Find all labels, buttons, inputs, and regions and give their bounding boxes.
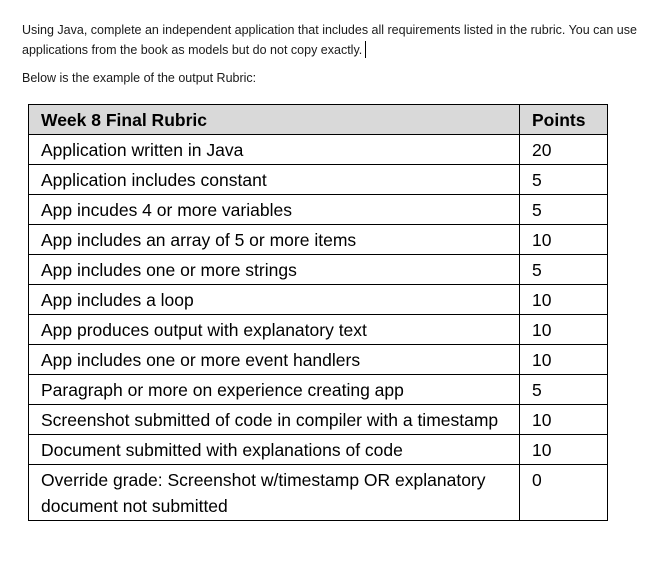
- points-cell: 10: [520, 225, 608, 255]
- points-cell: 20: [520, 135, 608, 165]
- criterion-cell: Screenshot submitted of code in compiler with a timestamp: [29, 405, 520, 435]
- criterion-cell: App incudes 4 or more variables: [29, 195, 520, 225]
- criterion-cell: App includes a loop: [29, 285, 520, 315]
- table-row: [29, 435, 608, 465]
- points-cell: 10: [520, 345, 608, 375]
- points-cell: 10: [520, 405, 608, 435]
- criterion-cell: App includes one or more strings: [29, 255, 520, 285]
- criterion-cell: App includes an array of 5 or more items: [29, 225, 520, 255]
- points-cell: 0: [520, 465, 608, 521]
- criterion-cell: App produces output with explanatory text: [29, 315, 520, 345]
- table-row: [29, 285, 608, 315]
- table-row: [29, 315, 608, 345]
- text-cursor: [365, 41, 366, 58]
- criterion-cell: Paragraph or more on experience creating app: [29, 375, 520, 405]
- rubric-table: [28, 104, 608, 521]
- rubric-title: Week 8 Final Rubric: [29, 105, 520, 135]
- points-cell: 5: [520, 375, 608, 405]
- table-row: [29, 405, 608, 435]
- rubric-header-row: [29, 105, 608, 135]
- points-header: Points: [520, 105, 608, 135]
- instructions-text: Using Java, complete an independent application that includes all requirements listed in the rubric. You can use applications from the book as models but do not copy exactly.: [22, 23, 637, 57]
- criterion-cell: Override grade: Screenshot w/timestamp OR explanatory document not submitted: [29, 465, 520, 521]
- criterion-cell: Application written in Java: [29, 135, 520, 165]
- table-row: [29, 135, 608, 165]
- criterion-cell: App includes one or more event handlers: [29, 345, 520, 375]
- table-row: [29, 225, 608, 255]
- table-row: [29, 465, 608, 521]
- criterion-cell: Document submitted with explanations of code: [29, 435, 520, 465]
- points-cell: 5: [520, 255, 608, 285]
- table-row: [29, 255, 608, 285]
- points-cell: 10: [520, 435, 608, 465]
- table-row: [29, 345, 608, 375]
- rubric-caption: Below is the example of the output Rubric:: [22, 71, 257, 85]
- table-row: [29, 165, 608, 195]
- points-cell: 10: [520, 315, 608, 345]
- points-cell: 5: [520, 195, 608, 225]
- table-row: [29, 375, 608, 405]
- criterion-cell: Application includes constant: [29, 165, 520, 195]
- instructions-paragraph[interactable]: [22, 20, 647, 60]
- table-row: [29, 195, 608, 225]
- points-cell: 10: [520, 285, 608, 315]
- points-cell: 5: [520, 165, 608, 195]
